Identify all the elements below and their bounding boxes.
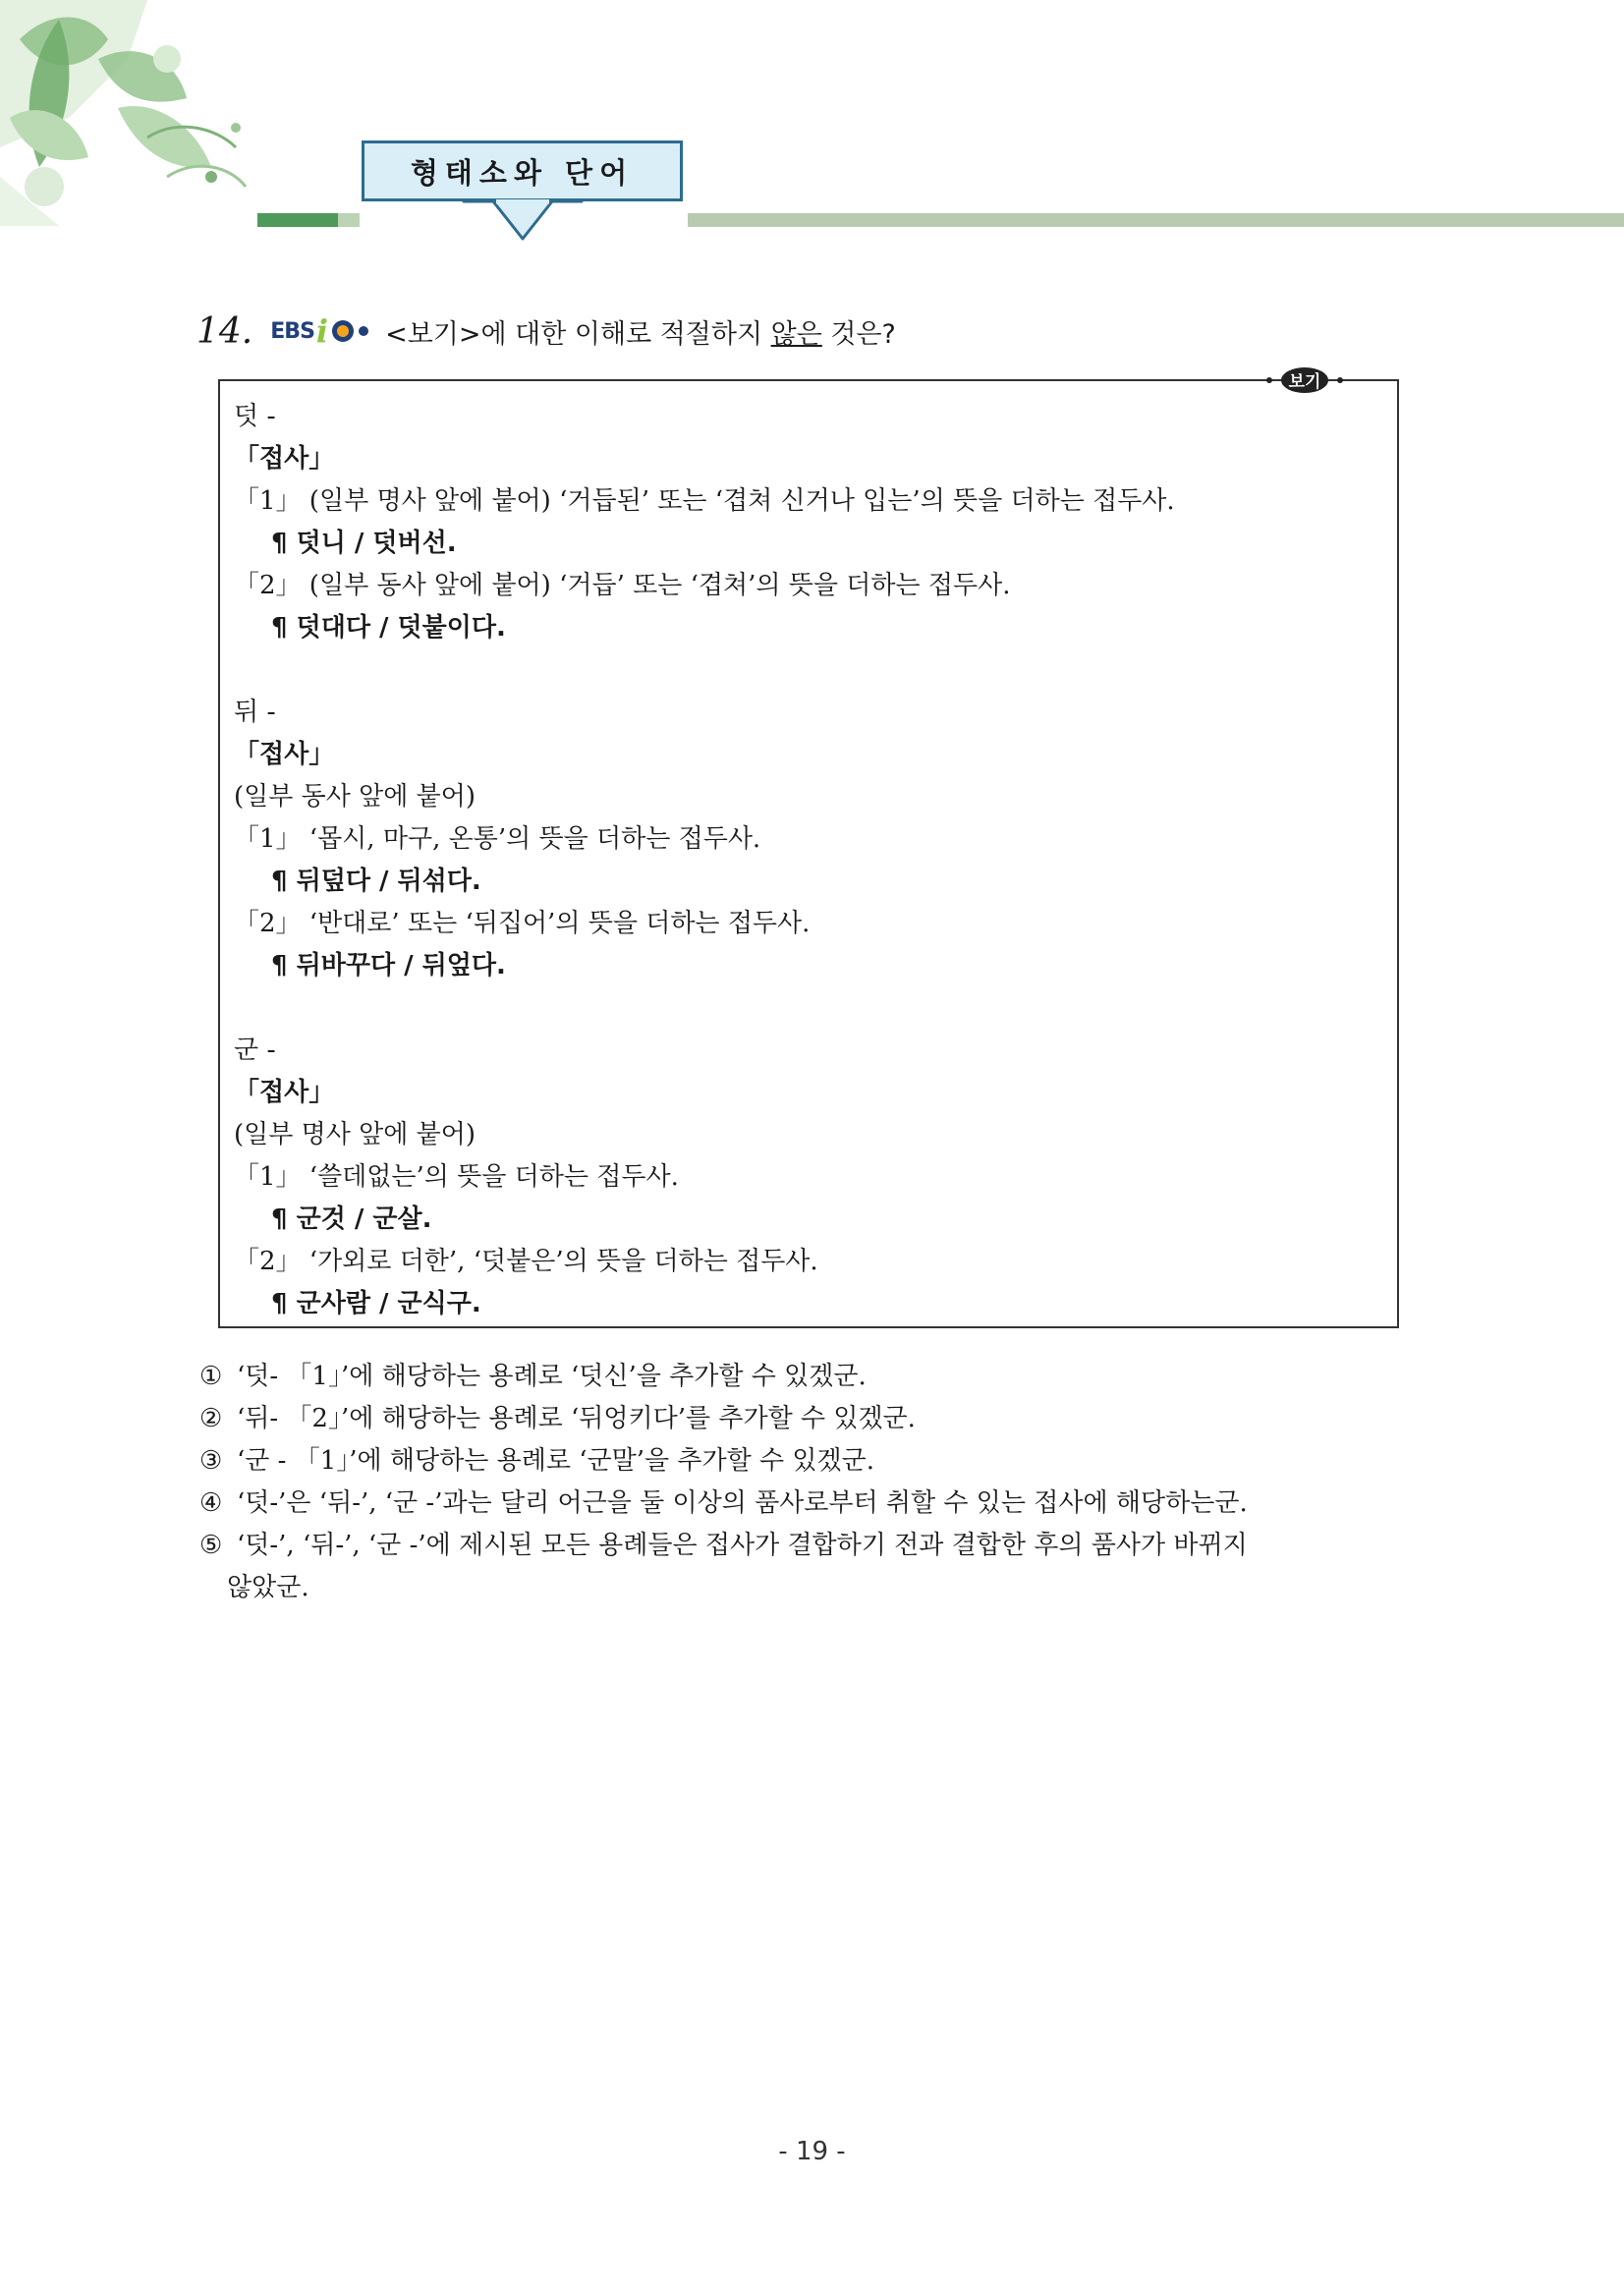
underlined-word: 않은 (770, 318, 822, 350)
sense-example: ¶ 군사람 / 군식구. (271, 1289, 481, 1318)
choice-number: ① (199, 1362, 223, 1391)
choice-number: ⑤ (199, 1531, 223, 1560)
choice-number: ③ (199, 1446, 223, 1476)
sense-definition: 「2」 (일부 동사 앞에 붙어) ‘거듭’ 또는 ‘겹쳐’의 뜻을 더하는 접두사. (234, 571, 1011, 600)
headword: 군 - (234, 1036, 276, 1065)
header-bar-mid (338, 213, 360, 227)
svg-text:보기: 보기 (1288, 372, 1321, 392)
sense-definition: 「1」 (일부 명사 앞에 붙어) ‘거듭된’ 또는 ‘겹쳐 신거나 입는’의 뜻을 더하는 접두사. (234, 486, 1175, 516)
question-line (196, 307, 896, 356)
bogi-content (234, 396, 1175, 1325)
choice-text: ‘군 - 「1」’에 해당하는 용례로 ‘군말’을 추가할 수 있겠군. (237, 1446, 874, 1476)
choice-number: ④ (199, 1488, 223, 1518)
flower-decoration (0, 0, 265, 226)
sense-example: ¶ 뒤바꾸다 / 뒤엎다. (271, 951, 506, 980)
choice-text: ‘덧-’은 ‘뒤-’, ‘군 -’과는 달리 어근을 둘 이상의 품사로부터 취할 수 있는 접사에 해당하는군. (237, 1488, 1248, 1518)
ebs-logo (270, 312, 371, 350)
usage-note: (일부 명사 앞에 붙어) (234, 1120, 476, 1149)
ebs-play-icon (330, 318, 371, 344)
sense-example: ¶ 덧니 / 덧버선. (271, 529, 457, 558)
part-of-speech: 「접사」 (234, 444, 335, 474)
choice-3[interactable] (199, 1440, 1248, 1483)
bogi-label-icon (1265, 365, 1344, 395)
choice-5-continued: 않았군. (227, 1573, 309, 1602)
sense-definition: 「1」 ‘쓸데없는’의 뜻을 더하는 접두사. (234, 1162, 679, 1192)
choice-number: ② (199, 1404, 223, 1433)
headword: 뒤 - (234, 698, 276, 727)
sense-definition: 「2」 ‘반대로’ 또는 ‘뒤집어’의 뜻을 더하는 접두사. (234, 909, 811, 938)
sense-example: ¶ 뒤덮다 / 뒤섞다. (271, 867, 481, 896)
choice-1[interactable] (199, 1356, 1248, 1398)
choice-text: ‘덧-’, ‘뒤-’, ‘군 -’에 제시된 모든 용례들은 접사가 결합하기 전과 결합한 후의 품사가 바뀌지 (237, 1531, 1248, 1560)
usage-note: (일부 동사 앞에 붙어) (234, 782, 476, 812)
ebs-logo-i: i (315, 312, 329, 350)
header-bar-dark (257, 213, 338, 227)
choice-2[interactable] (199, 1398, 1248, 1440)
page-header (0, 0, 1624, 255)
choice-5[interactable] (199, 1525, 1248, 1567)
page-number: - 19 - (778, 2137, 846, 2166)
part-of-speech: 「접사」 (234, 1078, 335, 1107)
choice-4[interactable] (199, 1483, 1248, 1525)
headword: 덧 - (234, 402, 276, 431)
question-number: 14. (196, 310, 253, 352)
sense-definition: 「2」 ‘가외로 더한’, ‘덧붙은’의 뜻을 더하는 접두사. (234, 1247, 818, 1276)
choice-text: ‘뒤- 「2」’에 해당하는 용례로 ‘뒤엉키다’를 추가할 수 있겠군. (237, 1404, 916, 1433)
section-title: 형태소와 단어 (362, 140, 683, 201)
header-bar-light (688, 213, 1624, 227)
part-of-speech: 「접사」 (234, 740, 335, 769)
question-text: <보기>에 대한 이해로 적절하지 않은 것은? (385, 318, 896, 350)
answer-choices (199, 1356, 1248, 1609)
ebs-logo-text: EBS (270, 318, 314, 344)
sense-example: ¶ 군것 / 군살. (271, 1204, 432, 1234)
down-arrow-icon (462, 199, 584, 243)
choice-text: ‘덧- 「1」’에 해당하는 용례로 ‘덧신’을 추가할 수 있겠군. (237, 1362, 867, 1391)
sense-definition: 「1」 ‘몹시, 마구, 온통’의 뜻을 더하는 접두사. (234, 824, 761, 854)
sense-example: ¶ 덧대다 / 덧붙이다. (271, 613, 506, 643)
